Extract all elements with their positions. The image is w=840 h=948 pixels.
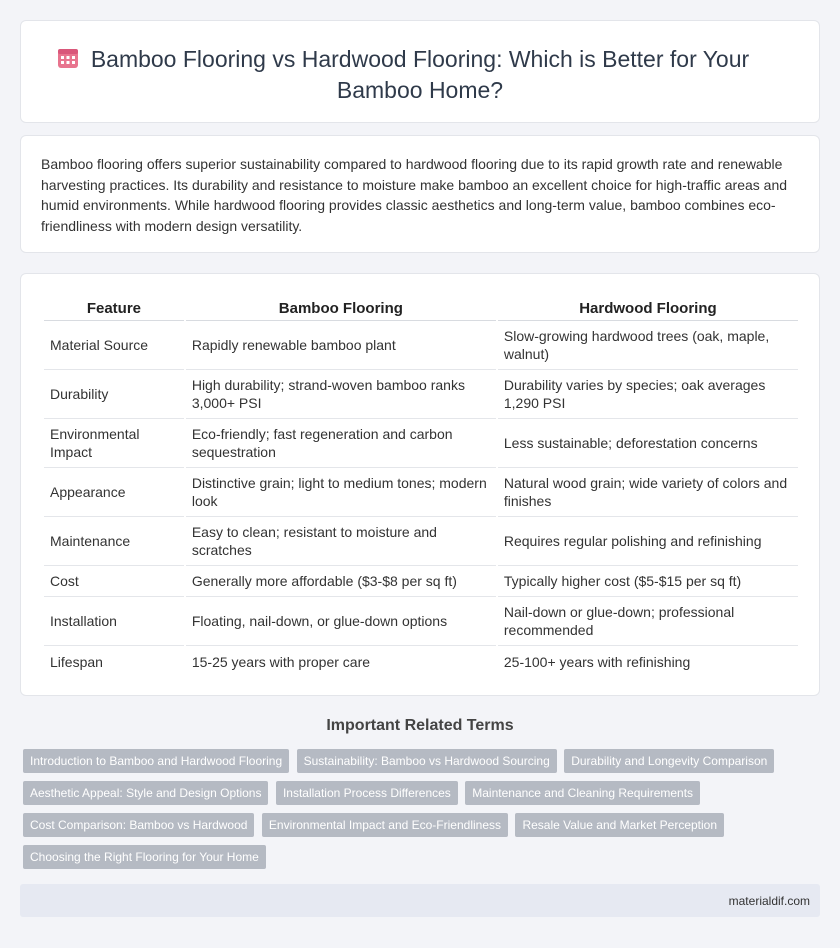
feature-cell: Lifespan <box>50 653 103 670</box>
comparison-card <box>20 273 820 696</box>
table-row <box>44 370 798 419</box>
bamboo-cell: Eco-friendly; fast regeneration and carbon sequestration <box>186 419 496 468</box>
bamboo-cell: 15-25 years with proper care <box>191 653 371 670</box>
bamboo-cell: Easy to clean; resistant to moisture and scratches <box>186 517 496 566</box>
feature-cell: Environmental Impact <box>44 419 184 468</box>
feature-cell: Installation <box>44 597 184 646</box>
footer <box>20 884 820 917</box>
feature-cell: Durability <box>44 370 184 419</box>
intro-paragraph: Bamboo flooring offers superior sustainability compared to hardwood flooring due to its rapid growth rate and renewable harvesting practices. Its durability and resistance to moisture make bamboo an excellent choice for high-traffic areas and humid environments. While hardwood flooring provides classic aesthetics and long-term value, bamboo combines eco-friendliness with modern design versatility. <box>41 156 788 234</box>
related-term-tag[interactable]: Sustainability: Bamboo vs Hardwood Sourcing <box>297 749 557 773</box>
feature-cell: Maintenance <box>44 517 184 566</box>
hardwood-cell: 25-100+ years with refinishing <box>503 653 691 670</box>
hardwood-cell: Natural wood grain; wide variety of colors and finishes <box>498 468 798 517</box>
related-term-tag[interactable]: Introduction to Bamboo and Hardwood Flooring <box>23 749 289 773</box>
related-term-tag[interactable]: Cost Comparison: Bamboo vs Hardwood <box>23 813 254 837</box>
table-row <box>44 646 798 677</box>
header-feature: Feature <box>44 294 184 321</box>
related-terms-heading: Important Related Terms <box>326 717 514 734</box>
bamboo-cell: Rapidly renewable bamboo plant <box>186 321 496 370</box>
comparison-table <box>42 294 800 677</box>
table-row <box>44 321 798 370</box>
hardwood-cell: Less sustainable; deforestation concerns <box>498 419 798 468</box>
table-row <box>44 419 798 468</box>
related-term-tag[interactable]: Maintenance and Cleaning Requirements <box>465 781 700 805</box>
related-term-tag[interactable]: Resale Value and Market Perception <box>515 813 724 837</box>
hardwood-cell: Typically higher cost ($5-$15 per sq ft) <box>498 566 798 597</box>
table-row <box>44 597 798 646</box>
related-term-tag[interactable]: Environmental Impact and Eco-Friendliness <box>262 813 508 837</box>
related-terms-list <box>23 749 813 877</box>
related-term-tag[interactable]: Aesthetic Appeal: Style and Design Options <box>23 781 268 805</box>
hardwood-cell: Requires regular polishing and refinishing <box>498 517 798 566</box>
feature-cell: Appearance <box>44 468 184 517</box>
table-row <box>44 566 798 597</box>
bamboo-cell: Generally more affordable ($3-$8 per sq ft) <box>186 566 496 597</box>
feature-cell: Cost <box>44 566 184 597</box>
page-title: Bamboo Flooring vs Hardwood Flooring: Which is Better for Your Bamboo Home? <box>90 46 750 103</box>
footer-site-link[interactable]: materialdif.com <box>728 894 810 908</box>
title-card <box>20 20 820 123</box>
hardwood-cell: Durability varies by species; oak averages 1,290 PSI <box>498 370 798 419</box>
bamboo-cell: Floating, nail-down, or glue-down options <box>186 597 496 646</box>
header-hardwood: Hardwood Flooring <box>498 294 798 321</box>
related-term-tag[interactable]: Durability and Longevity Comparison <box>564 749 774 773</box>
related-term-tag[interactable]: Choosing the Right Flooring for Your Home <box>23 845 266 869</box>
header-bamboo: Bamboo Flooring <box>186 294 496 321</box>
intro-card <box>20 135 820 253</box>
bamboo-cell: Distinctive grain; light to medium tones; modern look <box>186 468 496 517</box>
table-header-row <box>44 294 798 321</box>
table-row <box>44 468 798 517</box>
hardwood-cell: Nail-down or glue-down; professional recommended <box>498 597 798 646</box>
table-row <box>44 517 798 566</box>
feature-cell: Material Source <box>44 321 184 370</box>
related-term-tag[interactable]: Installation Process Differences <box>276 781 458 805</box>
hardwood-cell: Slow-growing hardwood trees (oak, maple, walnut) <box>498 321 798 370</box>
bamboo-cell: High durability; strand-woven bamboo ranks 3,000+ PSI <box>186 370 496 419</box>
